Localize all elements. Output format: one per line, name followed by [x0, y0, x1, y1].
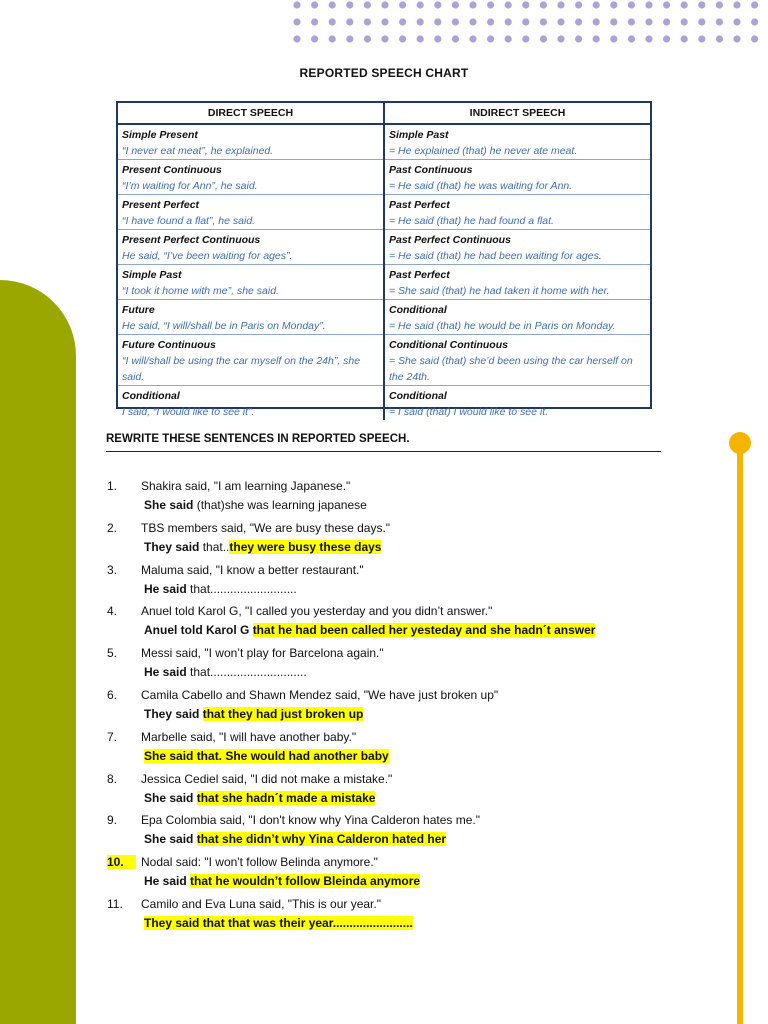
decorative-dot: [557, 35, 564, 42]
page-title: REPORTED SPEECH CHART: [299, 66, 469, 80]
header-indirect-speech: INDIRECT SPEECH: [384, 103, 650, 124]
header-direct-speech: DIRECT SPEECH: [118, 103, 384, 124]
exercise-number: 3.: [107, 563, 118, 577]
exercise-number: 5.: [107, 646, 118, 660]
decorative-orange-dot: [729, 432, 751, 454]
decorative-dot: [733, 1, 740, 8]
tense-name: Conditional: [389, 304, 447, 316]
tense-name: Past Continuous: [389, 164, 473, 176]
decorative-dot: [733, 35, 740, 42]
chart-table: [118, 103, 650, 420]
decorative-dot: [645, 1, 652, 8]
decorative-dot: [399, 1, 406, 8]
indirect-speech-cell: [384, 265, 650, 300]
chart-row: [118, 265, 650, 300]
decorative-dots: [292, 0, 768, 56]
decorative-dot: [364, 18, 371, 25]
answer-lead: He said: [144, 874, 187, 888]
answer-lead: He said: [144, 665, 187, 679]
example-sentence: “I took it home with me”, she said.: [122, 285, 279, 297]
exercise-number: 11.: [107, 897, 123, 911]
exercise-prompt: Anuel told Karol G, "I called you yesterday and you didn’t answer.": [141, 604, 493, 618]
exercise-number: 7.: [107, 730, 118, 744]
exercise-prompt: Maluma said, "I know a better restaurant.": [141, 563, 364, 577]
decorative-dot: [452, 18, 459, 25]
decorative-dot: [522, 35, 529, 42]
decorative-dot: [698, 35, 705, 42]
decorative-dot: [399, 18, 406, 25]
decorative-dot: [417, 35, 424, 42]
decorative-dot: [293, 1, 300, 8]
tense-name: Past Perfect Continuous: [389, 234, 511, 246]
answer-lead: He said: [144, 582, 187, 596]
decorative-dot: [434, 35, 441, 42]
reported-speech-chart: [116, 101, 652, 418]
tense-name: Conditional: [122, 390, 180, 402]
tense-name: Simple Past: [122, 269, 182, 281]
answer-lead: She said: [144, 498, 194, 512]
decorative-dot: [522, 18, 529, 25]
example-sentence: = She said (that) he had taken it home with her.: [389, 285, 610, 297]
decorative-dot: [505, 18, 512, 25]
answer-lead: They said: [144, 540, 200, 554]
tense-name: Simple Past: [389, 129, 449, 141]
exercise-answer: [144, 665, 307, 679]
direct-speech-cell: [118, 265, 384, 300]
decorative-dot: [663, 35, 670, 42]
answer-lead: She said: [144, 791, 194, 805]
example-sentence: “I’m waiting for Ann”, he said.: [122, 180, 258, 192]
tense-name: Simple Present: [122, 129, 198, 141]
decorative-green-panel: [0, 280, 76, 1024]
example-sentence: = He said (that) he had been waiting for ages.: [389, 250, 602, 262]
answer-highlight: that they had just broken up: [202, 707, 364, 721]
indirect-speech-cell: [384, 386, 650, 421]
answer-lead: They said: [144, 707, 200, 721]
decorative-dot: [381, 35, 388, 42]
direct-speech-cell: [118, 160, 384, 195]
example-sentence: “I will/shall be using the car myself on the 24h”, she said.: [122, 355, 361, 383]
exercise-number: 9.: [107, 813, 118, 827]
exercise-prompt: Messi said, "I won’t play for Barcelona again.": [141, 646, 384, 660]
exercise-answer: [144, 791, 375, 805]
decorative-dot: [434, 1, 441, 8]
exercise-prompt: Epa Colombia said, "I don't know why Yina Calderon hates me.": [141, 813, 480, 827]
exercise-prompt: Camila Cabello and Shawn Mendez said, "We have just broken up": [141, 688, 499, 702]
exercise-answer: [144, 498, 367, 512]
chart-row: [118, 300, 650, 335]
exercise-prompt: Camilo and Eva Luna said, "This is our year.": [141, 897, 381, 911]
decorative-dot: [417, 18, 424, 25]
decorative-dot: [346, 35, 353, 42]
decorative-dot: [610, 18, 617, 25]
decorative-dot: [381, 1, 388, 8]
decorative-dot: [540, 35, 547, 42]
chart-row: [118, 124, 650, 160]
decorative-dot: [469, 18, 476, 25]
tense-name: Future Continuous: [122, 339, 216, 351]
tense-name: Present Perfect: [122, 199, 200, 211]
decorative-dot: [329, 1, 336, 8]
exercise-prompt: Nodal said: "I won't follow Belinda anymore.": [141, 855, 378, 869]
answer-text: that..........................: [186, 582, 297, 596]
decorative-dot: [698, 1, 705, 8]
exercise-answer: [144, 832, 446, 846]
example-sentence: He said, “I will/shall be in Paris on Monday”.: [122, 320, 326, 332]
chart-row: [118, 160, 650, 195]
exercise-answer: [144, 916, 413, 930]
indirect-speech-cell: [384, 124, 650, 160]
decorative-dot: [469, 35, 476, 42]
exercise-number: 4.: [107, 604, 118, 618]
decorative-dot: [505, 35, 512, 42]
decorative-dot: [540, 1, 547, 8]
exercise-answer: [144, 874, 420, 888]
decorative-dot: [452, 35, 459, 42]
indirect-speech-cell: [384, 335, 650, 386]
tense-name: Present Perfect Continuous: [122, 234, 261, 246]
decorative-dot: [505, 1, 512, 8]
answer-text: (that)she was learning japanese: [193, 498, 367, 512]
decorative-dot: [329, 35, 336, 42]
decorative-dot: [557, 1, 564, 8]
decorative-dot: [381, 18, 388, 25]
decorative-dot: [469, 1, 476, 8]
decorative-dot: [540, 18, 547, 25]
decorative-orange-line: [737, 446, 743, 1024]
decorative-dot: [681, 1, 688, 8]
example-sentence: = I said (that) I would like to see it.: [389, 406, 549, 418]
decorative-dot: [628, 1, 635, 8]
direct-speech-cell: [118, 124, 384, 160]
exercise-number: 8.: [107, 772, 118, 786]
decorative-dot: [698, 18, 705, 25]
decorative-dot: [575, 18, 582, 25]
decorative-dot: [434, 18, 441, 25]
answer-highlight: that he wouldn’t follow Bleinda anymore: [190, 874, 421, 888]
direct-speech-cell: [118, 386, 384, 421]
exercise-number: 10.: [107, 855, 136, 869]
example-sentence: = He said (that) he had found a flat.: [389, 215, 554, 227]
chart-row: [118, 335, 650, 386]
decorative-dot: [593, 18, 600, 25]
answer-text: that..: [199, 540, 230, 554]
decorative-dot: [628, 18, 635, 25]
decorative-dot: [610, 35, 617, 42]
decorative-dot: [346, 18, 353, 25]
decorative-dot: [681, 35, 688, 42]
decorative-dot: [663, 18, 670, 25]
exercise-prompt: Marbelle said, "I will have another baby.": [141, 730, 357, 744]
answer-lead: She said: [144, 832, 194, 846]
chart-row: [118, 386, 650, 421]
example-sentence: = He explained (that) he never ate meat.: [389, 145, 578, 157]
decorative-dot: [487, 18, 494, 25]
tense-name: Present Continuous: [122, 164, 222, 176]
decorative-dot: [716, 18, 723, 25]
decorative-dot: [364, 35, 371, 42]
decorative-dot: [716, 35, 723, 42]
example-sentence: “I have found a flat”, he said.: [122, 215, 256, 227]
exercise-prompt: Jessica Cediel said, "I did not make a mistake.": [141, 772, 393, 786]
chart-row: [118, 230, 650, 265]
decorative-dot: [593, 1, 600, 8]
decorative-dot: [293, 18, 300, 25]
decorative-dot: [399, 35, 406, 42]
decorative-dot: [628, 35, 635, 42]
indirect-speech-cell: [384, 230, 650, 265]
decorative-dot: [557, 18, 564, 25]
exercise-answer: [144, 707, 363, 721]
decorative-dot: [663, 1, 670, 8]
decorative-dot: [452, 1, 459, 8]
answer-highlight: they were busy these days: [229, 540, 382, 554]
decorative-dot: [610, 1, 617, 8]
chart-row: [118, 195, 650, 230]
direct-speech-cell: [118, 195, 384, 230]
answer-text: that.............................: [186, 665, 307, 679]
decorative-dot: [645, 18, 652, 25]
decorative-dot: [575, 35, 582, 42]
decorative-dot: [733, 18, 740, 25]
tense-name: Past Perfect: [389, 199, 450, 211]
instruction: REWRITE THESE SENTENCES IN REPORTED SPEECH.: [106, 433, 410, 445]
exercise-prompt: Shakira said, "I am learning Japanese.": [141, 479, 351, 493]
decorative-dot: [681, 18, 688, 25]
decorative-dot: [751, 18, 758, 25]
answer-lead: Anuel told Karol G: [144, 623, 250, 637]
divider: [106, 451, 661, 452]
tense-name: Conditional Continuous: [389, 339, 508, 351]
indirect-speech-cell: [384, 300, 650, 335]
answer-highlight: They said that that was their year........................: [144, 916, 413, 930]
direct-speech-cell: [118, 300, 384, 335]
decorative-dot: [329, 18, 336, 25]
decorative-dot: [575, 1, 582, 8]
answer-highlight: that she hadn´t made a mistake: [196, 791, 376, 805]
decorative-dot: [311, 35, 318, 42]
answer-highlight: that she didn’t why Yina Calderon hated her: [196, 832, 447, 846]
decorative-dot: [417, 1, 424, 8]
exercise-number: 1.: [107, 479, 118, 493]
decorative-dot: [311, 18, 318, 25]
answer-highlight: She said that. She would had another baby: [144, 749, 389, 763]
exercise-answer: [144, 582, 297, 596]
example-sentence: = He said (that) he would be in Paris on Monday.: [389, 320, 616, 332]
example-sentence: “I never eat meat”, he explained.: [122, 145, 274, 157]
tense-name: Past Perfect: [389, 269, 450, 281]
decorative-dot: [487, 35, 494, 42]
exercise-answer: [144, 540, 381, 554]
direct-speech-cell: [118, 335, 384, 386]
decorative-dot: [364, 1, 371, 8]
decorative-dot: [311, 1, 318, 8]
example-sentence: = He said (that) he was waiting for Ann.: [389, 180, 573, 192]
decorative-dot: [293, 35, 300, 42]
decorative-dot: [716, 1, 723, 8]
indirect-speech-cell: [384, 160, 650, 195]
exercise-number: 2.: [107, 521, 118, 535]
indirect-speech-cell: [384, 195, 650, 230]
tense-name: Future: [122, 304, 155, 316]
direct-speech-cell: [118, 230, 384, 265]
exercise-answer: [144, 749, 389, 763]
example-sentence: I said, “I would like to see it”.: [122, 406, 255, 418]
tense-name: Conditional: [389, 390, 447, 402]
decorative-dot: [645, 35, 652, 42]
decorative-dot: [522, 1, 529, 8]
example-sentence: He said, “I’ve been waiting for ages”.: [122, 250, 293, 262]
exercise-number: 6.: [107, 688, 118, 702]
exercise-prompt: TBS members said, "We are busy these days.": [141, 521, 391, 535]
decorative-dot: [346, 1, 353, 8]
decorative-dot: [751, 35, 758, 42]
decorative-dot: [593, 35, 600, 42]
decorative-dot: [487, 1, 494, 8]
answer-highlight: that he had been called her yesteday and she hadn´t answer: [252, 623, 596, 637]
decorative-dot: [751, 1, 758, 8]
example-sentence: = She said (that) she’d been using the car herself on the 24th.: [389, 355, 633, 383]
exercise-answer: [144, 623, 595, 637]
